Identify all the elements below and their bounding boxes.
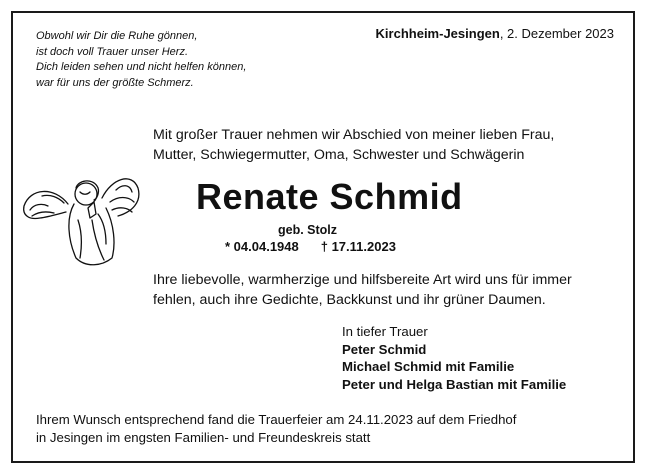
intro-text — [153, 126, 554, 165]
poem-line: war für uns der größte Schmerz. — [36, 76, 194, 89]
death-date: † 17.11.2023 — [320, 239, 396, 254]
poem — [36, 29, 246, 91]
mourners-heading: In tiefer Trauer — [342, 324, 428, 339]
birth-date: * 04.04.1948 — [225, 239, 299, 254]
place: Kirchheim-Jesingen — [375, 26, 500, 41]
deceased-name: Renate Schmid — [196, 176, 463, 217]
funeral-line: in Jesingen im engsten Familien- und Freundeskreis statt — [36, 429, 371, 445]
memory-text — [153, 271, 572, 310]
memory-line: Ihre liebevolle, warmherzige und hilfsbereite Art wird uns für immer — [153, 272, 572, 288]
intro-line: Mit großer Trauer nehmen wir Abschied von meiner lieben Frau, — [153, 127, 555, 143]
funeral-notice — [36, 411, 516, 446]
mourner-name: Michael Schmid mit Familie — [342, 359, 515, 374]
funeral-line: Ihrem Wunsch entsprechend fand die Trauerfeier am 24.11.2023 auf dem Friedhof — [36, 412, 517, 427]
mourners-block — [342, 323, 566, 393]
memory-line: fehlen, auch ihre Gedichte, Backkunst und ihr grüner Daumen. — [153, 291, 546, 308]
poem-line: Dich leiden sehen und nicht helfen können, — [36, 61, 247, 73]
praying-angel-icon — [20, 170, 150, 275]
birth-name: geb. Stolz — [278, 223, 338, 237]
poem-line: Obwohl wir Dir die Ruhe gönnen, — [36, 30, 198, 42]
place-and-date — [376, 26, 614, 41]
poem-line: ist doch voll Trauer unser Herz. — [36, 45, 189, 58]
date: , 2. Dezember 2023 — [499, 26, 614, 41]
intro-line: Mutter, Schwiegermutter, Oma, Schwester und Schwägerin — [153, 146, 525, 163]
mourner-name: Peter und Helga Bastian mit Familie — [342, 376, 567, 392]
life-dates — [225, 239, 396, 254]
mourner-name: Peter Schmid — [342, 341, 427, 357]
